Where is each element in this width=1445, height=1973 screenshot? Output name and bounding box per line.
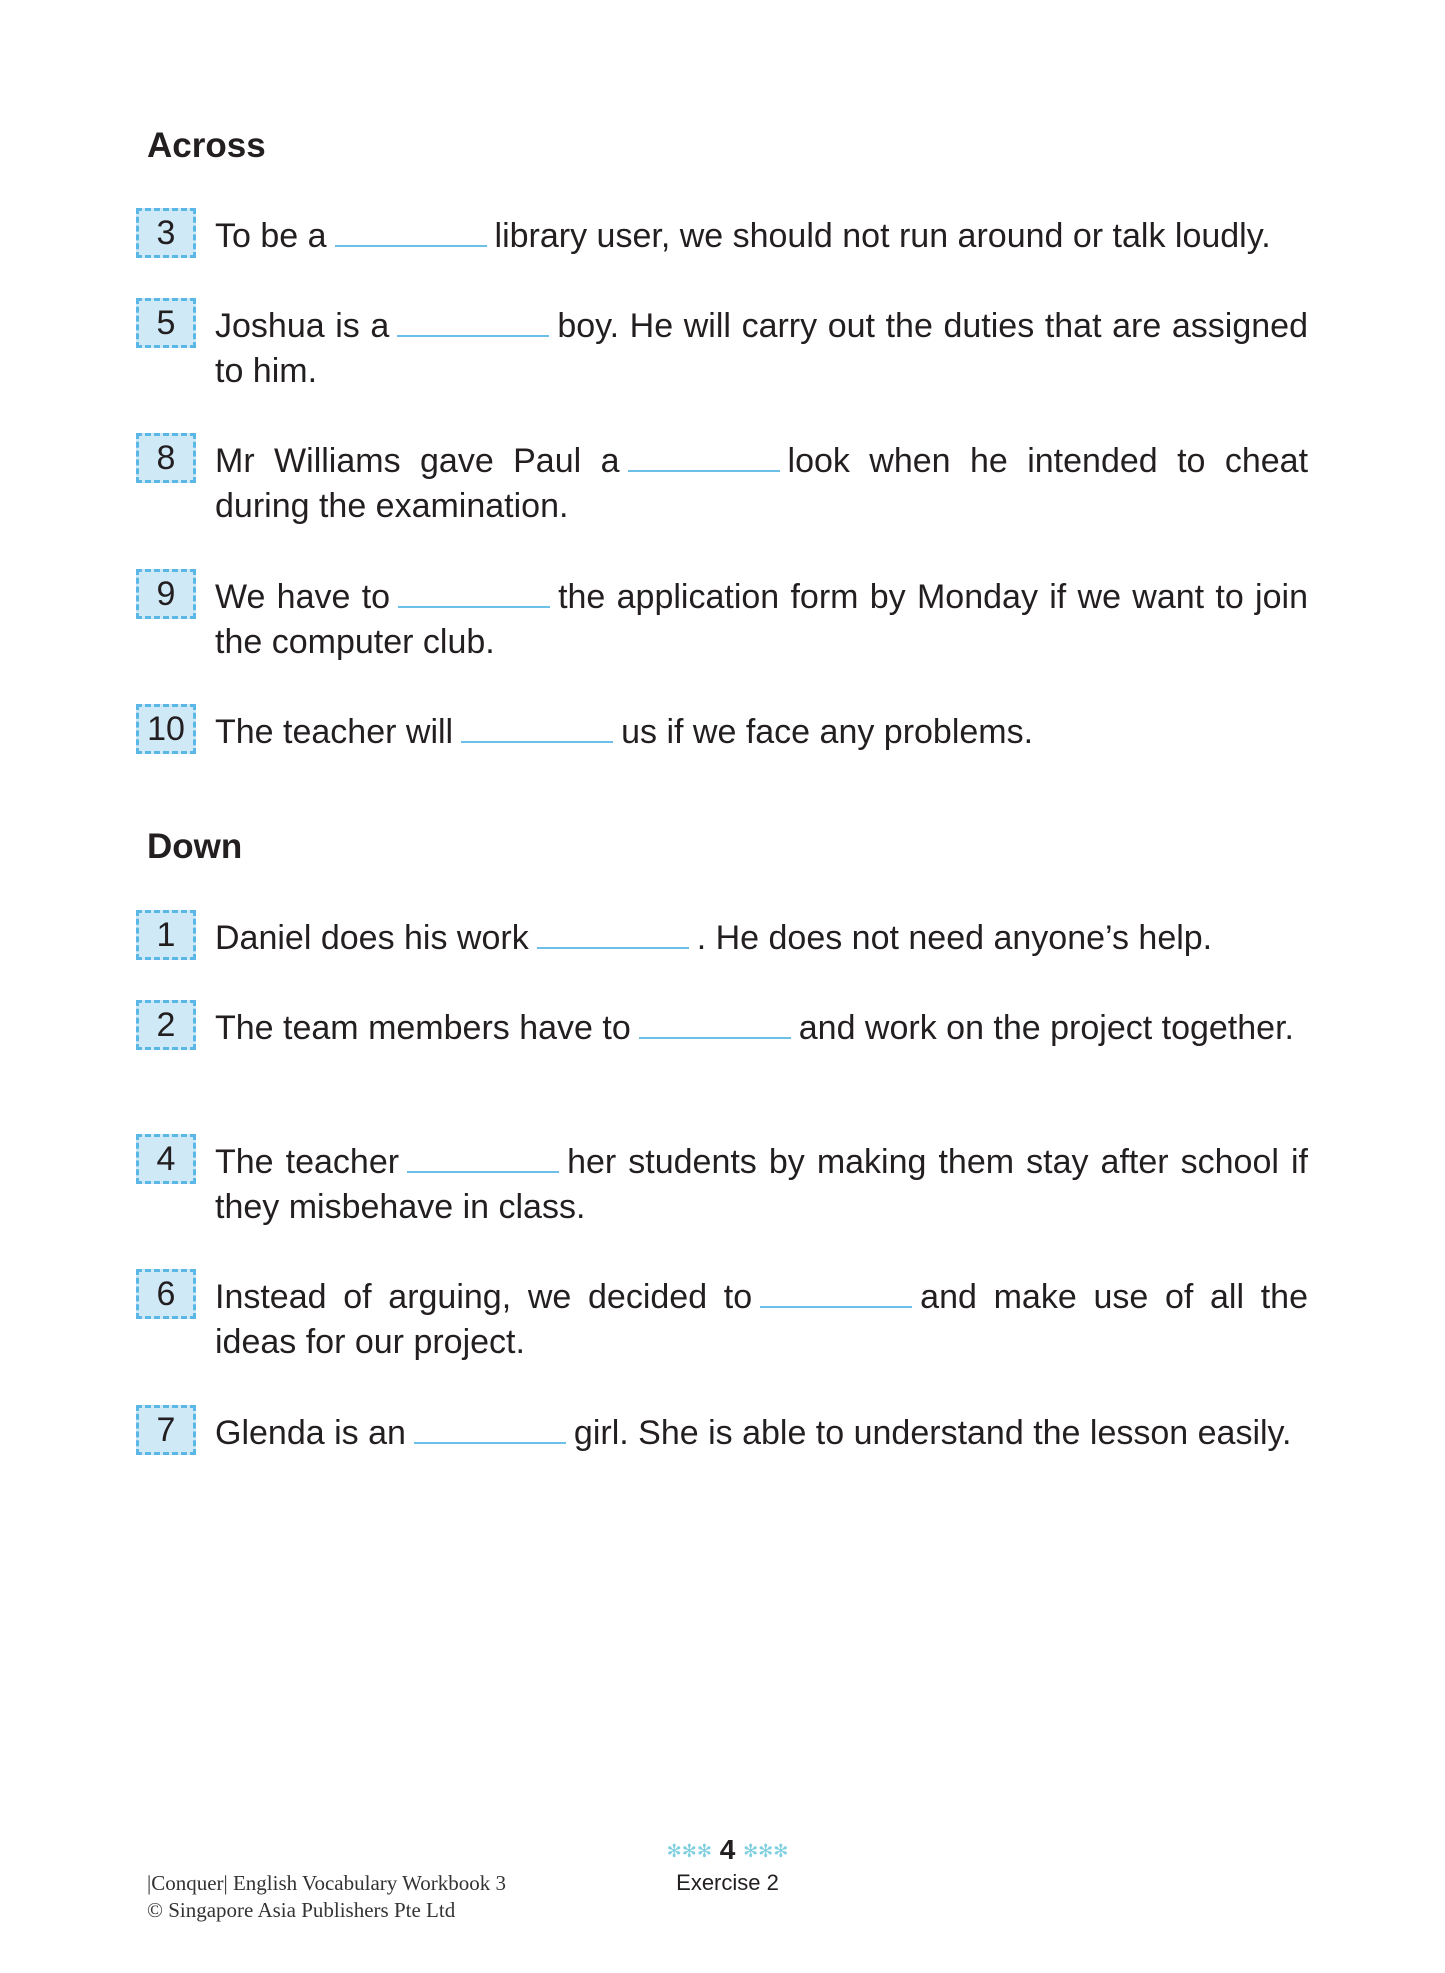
footer-credits xyxy=(147,1870,506,1924)
down-clue-7 xyxy=(136,1411,1308,1456)
across-clue-8 xyxy=(136,439,1308,529)
clue-text-after: and make use of all the ideas for our project. xyxy=(215,1278,1308,1361)
clue-number: 7 xyxy=(136,1405,196,1455)
page-number: ✻✻✻ 4 ✻✻✻ xyxy=(666,1834,789,1865)
down-clue-1 xyxy=(136,916,1308,961)
answer-blank[interactable] xyxy=(397,309,549,337)
across-clue-3 xyxy=(136,214,1308,259)
answer-blank[interactable] xyxy=(639,1011,791,1039)
clue-number: 1 xyxy=(136,910,196,960)
clue-text-after: her students by making them stay after school if they misbehave in class. xyxy=(215,1143,1308,1226)
answer-blank[interactable] xyxy=(760,1280,912,1308)
answer-blank[interactable] xyxy=(537,921,689,949)
across-clue-5 xyxy=(136,304,1308,394)
answer-blank[interactable] xyxy=(407,1145,559,1173)
book-title: |Conquer| English Vocabulary Workbook 3 xyxy=(147,1871,507,1895)
clue-text-after: girl. She is able to understand the lesson easily. xyxy=(573,1414,1292,1452)
clue-text-after: . He does not need anyone’s help. xyxy=(696,919,1213,957)
down-heading: Down xyxy=(147,827,243,866)
answer-blank[interactable] xyxy=(414,1416,566,1444)
clue-text xyxy=(215,710,1308,755)
across-clue-9 xyxy=(136,575,1308,665)
clue-text-before: We have to xyxy=(215,578,391,616)
clue-text-after: and work on the project together. xyxy=(798,1009,1294,1047)
answer-blank[interactable] xyxy=(335,219,487,247)
clue-text-before: Glenda is an xyxy=(215,1414,406,1452)
clue-number: 6 xyxy=(136,1269,196,1319)
across-heading: Across xyxy=(147,126,266,165)
clue-text xyxy=(215,1275,1308,1365)
clue-text xyxy=(215,575,1308,665)
exercise-label: Exercise 2 xyxy=(676,1870,779,1895)
clue-text xyxy=(215,916,1308,961)
down-clue-6 xyxy=(136,1275,1308,1365)
clue-number: 10 xyxy=(136,704,196,754)
clue-text-after: us if we face any problems. xyxy=(621,713,1034,751)
clue-number: 5 xyxy=(136,298,196,348)
clue-text xyxy=(215,1006,1308,1051)
clue-number: 4 xyxy=(136,1134,196,1184)
down-clue-4 xyxy=(136,1140,1308,1230)
clue-text xyxy=(215,439,1308,529)
clue-text xyxy=(215,1411,1308,1456)
clue-number: 9 xyxy=(136,569,196,619)
clue-text-after: boy. He will carry out the duties that are assigned to him. xyxy=(215,307,1308,390)
clue-text-before: Joshua is a xyxy=(215,307,390,345)
clue-text-after: look when he intended to cheat during the examination. xyxy=(215,442,1309,525)
clue-text-before: Daniel does his work xyxy=(215,919,529,957)
clue-text-before: Mr Williams gave Paul a xyxy=(215,442,620,480)
clue-text-after: the application form by Monday if we want to join the computer club. xyxy=(215,578,1308,661)
clue-text xyxy=(215,1140,1308,1230)
clue-text-before: The team members have to xyxy=(215,1009,631,1047)
clue-text-before: Instead of arguing, we decided to xyxy=(215,1278,753,1316)
clue-number: 2 xyxy=(136,1000,196,1050)
down-clue-2 xyxy=(136,1006,1308,1051)
across-clue-10 xyxy=(136,710,1308,755)
star-decoration-icon: ✻✻✻ xyxy=(666,1841,712,1862)
clue-text-before: The teacher xyxy=(215,1143,400,1181)
clue-number: 8 xyxy=(136,433,196,483)
clue-text-after: library user, we should not run around or talk loudly. xyxy=(494,217,1271,255)
clue-number: 3 xyxy=(136,208,196,258)
copyright: © Singapore Asia Publishers Pte Ltd xyxy=(147,1898,456,1922)
answer-blank[interactable] xyxy=(628,444,780,472)
clue-text xyxy=(215,214,1308,259)
answer-blank[interactable] xyxy=(461,715,613,743)
star-decoration-icon: ✻✻✻ xyxy=(743,1841,789,1862)
clue-text-before: To be a xyxy=(215,217,327,255)
clue-text-before: The teacher will xyxy=(215,713,454,751)
clue-text xyxy=(215,304,1308,394)
answer-blank[interactable] xyxy=(398,580,550,608)
